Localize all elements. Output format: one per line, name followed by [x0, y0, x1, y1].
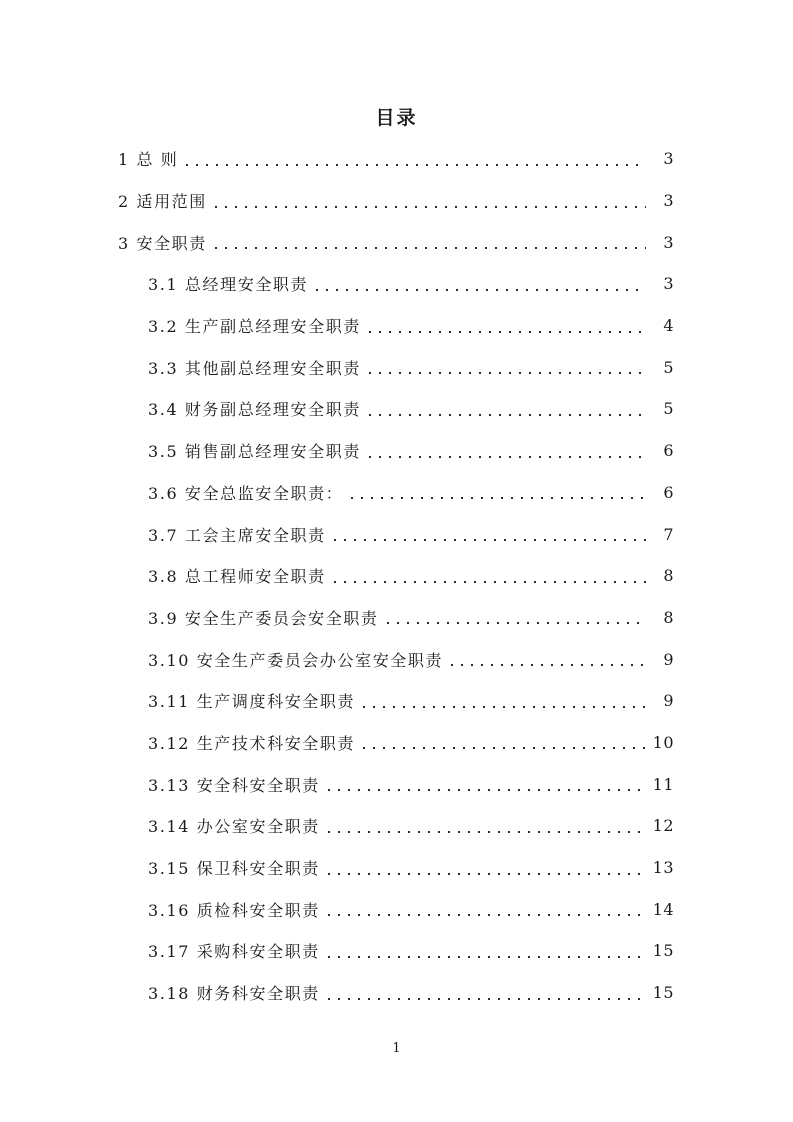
toc-entry[interactable] — [0, 180, 793, 222]
toc-entry[interactable] — [0, 263, 793, 305]
toc-entry-title: 3.12 生产技术科安全职责 — [148, 733, 356, 753]
dot-leader — [347, 487, 646, 501]
toc-entry-title: 3.11 生产调度科安全职责 — [148, 692, 356, 712]
toc-entry[interactable] — [0, 930, 793, 972]
toc-entry[interactable] — [0, 972, 793, 1014]
toc-entry[interactable] — [0, 597, 793, 639]
toc-entry-title: 3.13 安全科安全职责 — [148, 775, 320, 795]
toc-entry-title: 3 安全职责 — [118, 233, 207, 253]
toc-entry-title: 3.8 总工程师安全职责 — [148, 567, 326, 587]
page-title: 目录 — [375, 107, 418, 129]
toc-entry-title: 3.14 办公室安全职责 — [148, 817, 320, 837]
toc-entry-title: 2 适用范围 — [118, 192, 207, 212]
toc-entry-title: 3.16 质检科安全职责 — [148, 900, 320, 920]
toc-entry[interactable] — [0, 138, 793, 180]
dot-leader — [211, 237, 646, 251]
dot-leader — [383, 612, 646, 626]
toc-entry-title: 3.4 财务副总经理安全职责 — [148, 400, 361, 420]
toc-entry-page-number: 8 — [663, 566, 674, 586]
dot-leader — [330, 529, 646, 543]
toc-entry-page-number: 15 — [652, 941, 674, 961]
toc-entry[interactable] — [0, 847, 793, 889]
toc-entry-page-number: 6 — [663, 441, 674, 461]
toc-entry-page-number: 10 — [652, 732, 674, 752]
toc-entry-page-number: 3 — [663, 149, 674, 169]
toc-entry-title: 3.9 安全生产委员会安全职责 — [148, 608, 379, 628]
toc-entry-title: 3.3 其他副总经理安全职责 — [148, 358, 361, 378]
toc-entry[interactable] — [0, 638, 793, 680]
page-number: 1 — [392, 1041, 401, 1056]
dot-leader — [211, 196, 646, 210]
dot-leader — [312, 279, 646, 293]
toc-entry-page-number: 9 — [663, 649, 674, 669]
toc-entry-title: 3.6 安全总监安全职责： — [148, 483, 344, 503]
dot-leader — [359, 696, 646, 710]
dot-leader — [324, 779, 646, 793]
dot-leader — [365, 446, 646, 460]
toc-entry-page-number: 3 — [663, 232, 674, 252]
toc-entry-page-number: 13 — [652, 858, 674, 878]
dot-leader — [359, 737, 646, 751]
toc-entry-page-number: 3 — [663, 274, 674, 294]
toc-entry-title: 3.18 财务科安全职责 — [148, 984, 320, 1004]
dot-leader — [182, 154, 646, 168]
toc-entry-title: 3.17 采购科安全职责 — [148, 942, 320, 962]
dot-leader — [365, 404, 646, 418]
dot-leader — [324, 988, 646, 1002]
toc-entry-page-number: 5 — [663, 357, 674, 377]
toc-entry-title: 3.7 工会主席安全职责 — [148, 525, 326, 545]
toc-entry-title: 3.5 销售副总经理安全职责 — [148, 442, 361, 462]
toc-entry[interactable] — [0, 305, 793, 347]
dot-leader — [330, 571, 646, 585]
toc-entry-page-number: 5 — [663, 399, 674, 419]
dot-leader — [324, 821, 646, 835]
toc-entry-page-number: 4 — [663, 316, 674, 336]
toc-entry-title: 3.15 保卫科安全职责 — [148, 859, 320, 879]
toc-entry-page-number: 7 — [663, 524, 674, 544]
table-of-contents — [0, 138, 793, 1013]
toc-entry[interactable] — [0, 763, 793, 805]
toc-entry-page-number: 9 — [663, 691, 674, 711]
toc-entry-title: 3.10 安全生产委员会办公室安全职责 — [148, 650, 444, 670]
toc-entry-page-number: 8 — [663, 607, 674, 627]
toc-entry[interactable] — [0, 430, 793, 472]
toc-entry[interactable] — [0, 722, 793, 764]
dot-leader — [447, 654, 646, 668]
toc-entry[interactable] — [0, 472, 793, 514]
dot-leader — [324, 863, 646, 877]
toc-entry-title: 3.2 生产副总经理安全职责 — [148, 317, 361, 337]
toc-entry-page-number: 11 — [652, 774, 674, 794]
dot-leader — [365, 362, 646, 376]
toc-entry[interactable] — [0, 680, 793, 722]
dot-leader — [324, 946, 646, 960]
toc-entry-page-number: 14 — [652, 899, 674, 919]
toc-entry-page-number: 15 — [652, 983, 674, 1003]
toc-entry[interactable] — [0, 555, 793, 597]
toc-entry-page-number: 3 — [663, 191, 674, 211]
toc-entry[interactable] — [0, 221, 793, 263]
toc-entry-page-number: 6 — [663, 482, 674, 502]
dot-leader — [365, 321, 646, 335]
toc-entry[interactable] — [0, 388, 793, 430]
toc-entry-page-number: 12 — [652, 816, 674, 836]
toc-entry[interactable] — [0, 513, 793, 555]
toc-entry-title: 3.1 总经理安全职责 — [148, 275, 309, 295]
toc-entry[interactable] — [0, 805, 793, 847]
toc-entry[interactable] — [0, 888, 793, 930]
toc-entry-title: 1 总 则 — [118, 150, 179, 170]
dot-leader — [324, 904, 646, 918]
toc-entry[interactable] — [0, 346, 793, 388]
